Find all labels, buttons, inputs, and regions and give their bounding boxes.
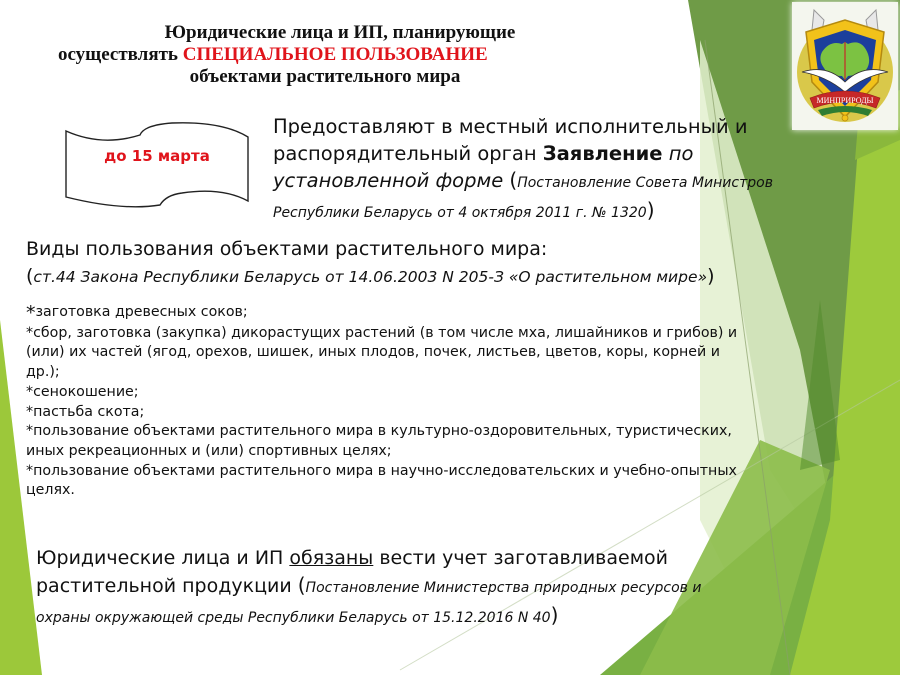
deadline-banner — [62, 117, 252, 212]
legal-reference: Постановление Совета Министров Республики Беларусь от 4 октября 2011 г. № 1320 — [273, 175, 773, 221]
title-highlight: СПЕЦИАЛЬНОЕ ПОЛЬЗОВАНИЕ — [182, 44, 488, 65]
deadline-text: до 15 марта — [104, 147, 210, 165]
title-line-2: осуществлять СПЕЦИАЛЬНОЕ ПОЛЬЗОВАНИЕ — [58, 44, 488, 65]
ministry-emblem-icon — [792, 2, 898, 130]
list-item: *пастьба скота; — [26, 403, 145, 420]
list-item: *пользование объектами растительного мира в научно-исследовательских и учебно-опытных целях. — [26, 462, 737, 499]
accounting-duty-paragraph: Юридические лица и ИП обязаны вести учет заготавливаемой растительной продукции (Постановление Министерства природных ресурсов и охраны окружающей среды Республики Беларусь от 15.12.2016 N 40) — [36, 547, 702, 627]
list-item: *сенокошение; — [26, 383, 139, 400]
application-term: Заявление — [542, 142, 663, 165]
usage-types-list — [26, 303, 746, 501]
list-item: *заготовка древесных соков; — [26, 302, 248, 324]
title-line-3: объектами растительного мира — [189, 66, 461, 87]
slide-title — [40, 22, 600, 88]
usage-types-heading: Виды пользования объектами растительного мира: (ст.44 Закона Республики Беларусь от 14.06.2003 N 205-З «О растительном мире») — [26, 236, 856, 291]
list-item: *сбор, заготовка (закупка) дикорастущих растений (в том числе мха, лишайников и грибов) и (или) их частей (ягод, орехов, шишек, иных плодов, почек, листьев, цветов, коры, корней и др.); — [26, 324, 738, 381]
list-item: *пользование объектами растительного мира в культурно-оздоровительных, туристических, иных рекреационных и (или) спортивных целях; — [26, 423, 732, 459]
legal-reference: Постановление Министерства природных ресурсов и охраны окружающей среды Республики Беларусь от 15.12.2016 N 40 — [36, 580, 702, 626]
svg-text:МИНПРИРОДЫ: МИНПРИРОДЫ — [816, 96, 874, 105]
submission-paragraph: Предоставляют в местный исполнительный и распорядительный орган Заявление по установленной форме (Постановление Совета Министров Республики Беларусь от 4 октября 2011 г. № 1320) — [273, 115, 773, 222]
law-reference: (ст.44 Закона Республики Беларусь от 14.06.2003 N 205-З «О растительном мире») — [26, 265, 715, 287]
obligation-term: обязаны — [289, 547, 374, 569]
title-line-1: Юридические лица и ИП, планирующие — [164, 22, 516, 43]
